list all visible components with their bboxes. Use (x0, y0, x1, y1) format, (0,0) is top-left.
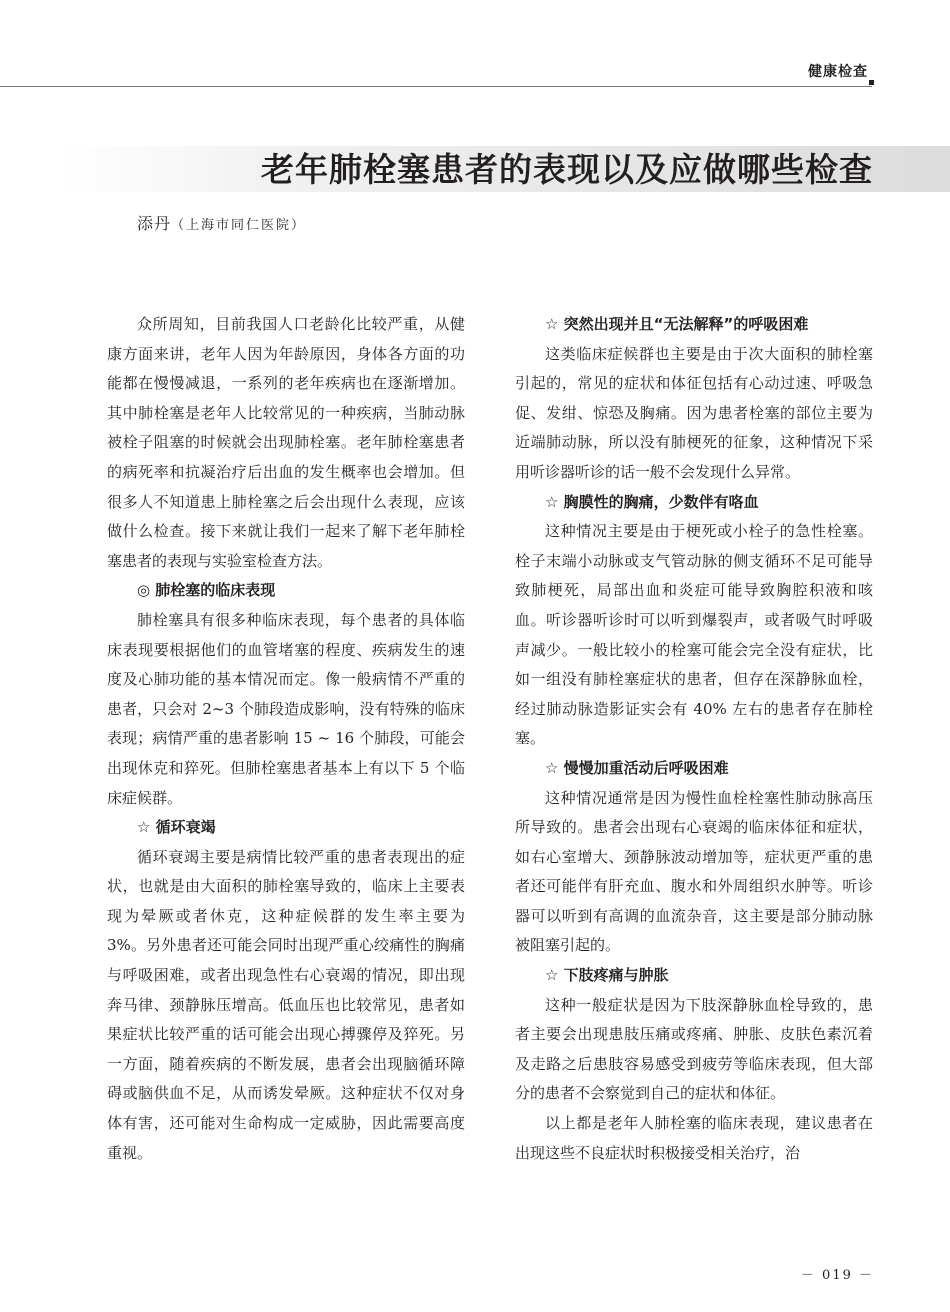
section-heading-clinical: ◎ 肺栓塞的临床表现 (137, 581, 276, 600)
subheading-leg-pain: ☆ 下肢疼痛与肿胀 (545, 966, 669, 985)
intro-paragraph: 众所周知，目前我国人口老龄化比较严重，从健康方面来讲，老年人因为年龄原因，身体各方面的功能都在慢慢减退，一系列的老年疾病也在逐渐增加。其中肺栓塞是老年人比较常见的一种疾病，当肺动脉被栓子阻塞的时候就会出现肺栓塞。老年肺栓塞患者的病死率和抗凝治疗后出血的发生概率也会增加。但很多人不知道患上肺栓塞之后会出现什么表现，应该做什么检查。接下来就让我们一起来了解下老年肺栓塞患者的表现与实验室检查方法。 (107, 315, 465, 570)
subheading-progressive-dyspnea: ☆ 慢慢加重活动后呼吸困难 (545, 758, 729, 777)
subheading-pleuritic-pain: ☆ 胸膜性的胸痛，少数伴有咯血 (545, 492, 759, 511)
left-column (107, 310, 465, 1168)
clinical-paragraph: 肺栓塞具有很多种临床表现，每个患者的具体临床表现要根据他们的血管堵塞的程度、疾病发生的速度及心肺功能的基本情况而定。像一般病情不严重的患者，只会对 2~3 个肺段造成影响，没有特殊的临床表现；病情严重的患者影响 15 ~ 16 个肺段，可能会出现休克和猝死。但肺栓塞患者基本上有以下 5 个临床症候群。 (107, 610, 465, 807)
dyspnea-paragraph: 这类临床症候群也主要是由于次大面积的肺栓塞引起的，常见的症状和体征包括有心动过速、呼吸急促、发绀、惊恐及胸痛。因为患者栓塞的部位主要为近端肺动脉，所以没有肺梗死的征象，这种情况下采用听诊器听诊的话一般不会发现什么异常。 (515, 344, 873, 481)
progressive-dyspnea-paragraph: 这种情况通常是因为慢性血栓栓塞性肺动脉高压所导致的。患者会出现右心衰竭的临床体征和症状，如右心室增大、颈静脉波动增加等，症状更严重的患者还可能伴有肝充血、腹水和外周组织水肿等。听诊器可以听到有高调的血流杂音，这主要是部分肺动脉被阻塞引起的。 (515, 788, 873, 955)
author-affiliation: （上海市同仁医院） (171, 218, 307, 233)
leg-pain-paragraph: 这种一般症状是因为下肢深静脉血栓导致的，患者主要会出现患肢压痛或疼痛、肿胀、皮肤色素沉着及走路之后患肢容易感受到疲劳等临床表现，但大部分的患者不会察觉到自己的症状和体征。 (515, 995, 873, 1103)
section-marker (869, 80, 874, 85)
right-column (515, 310, 873, 1168)
summary-paragraph: 以上都是老年人肺栓塞的临床表现，建议患者在出现这些不良症状时积极接受相关治疗，治 (515, 1114, 873, 1162)
header-divider (0, 86, 872, 87)
author-line (137, 211, 306, 234)
section-label: 健康检查 (808, 64, 868, 80)
pleuritic-pain-paragraph: 这种情况主要是由于梗死或小栓子的急性栓塞。栓子末端小动脉或支气管动脉的侧支循环不足可能导致肺梗死，局部出血和炎症可能导致胸腔积液和咳血。听诊器听诊时可以听到爆裂声，或者吸气时呼吸声减少。一般比较小的栓塞可能会完全没有症状，比如一组没有肺栓塞症状的患者，但存在深静脉血栓，经过肺动脉造影证实会有 40% 左右的患者存在肺栓塞。 (515, 522, 873, 748)
subheading-circulatory-failure: ☆ 循环衰竭 (137, 818, 216, 837)
subheading-dyspnea: ☆ 突然出现并且“无法解释”的呼吸困难 (545, 315, 809, 333)
page-number: － 019 － (800, 1268, 874, 1283)
circulatory-failure-paragraph: 循环衰竭主要是病情比较严重的患者表现出的症状，也就是由大面积的肺栓塞导致的，临床上主要表现为晕厥或者休克，这种症候群的发生率主要为 3%。另外患者还可能会同时出现严重心绞痛性的胸痛与呼吸困难，或者出现急性右心衰竭的情况，即出现奔马律、颈静脉压增高。低血压也比较常见，患者如果症状比较严重的话可能会出现心搏骤停及猝死。另一方面，随着疾病的不断发展，患者会出现脑循环障碍或脑供血不足，从而诱发晕厥。这种症状不仅对身体有害，还可能对生命构成一定威胁，因此需要高度重视。 (107, 847, 465, 1162)
article-title: 老年肺栓塞患者的表现以及应做哪些检查 (261, 150, 873, 189)
author-name: 添丹 (137, 214, 172, 233)
